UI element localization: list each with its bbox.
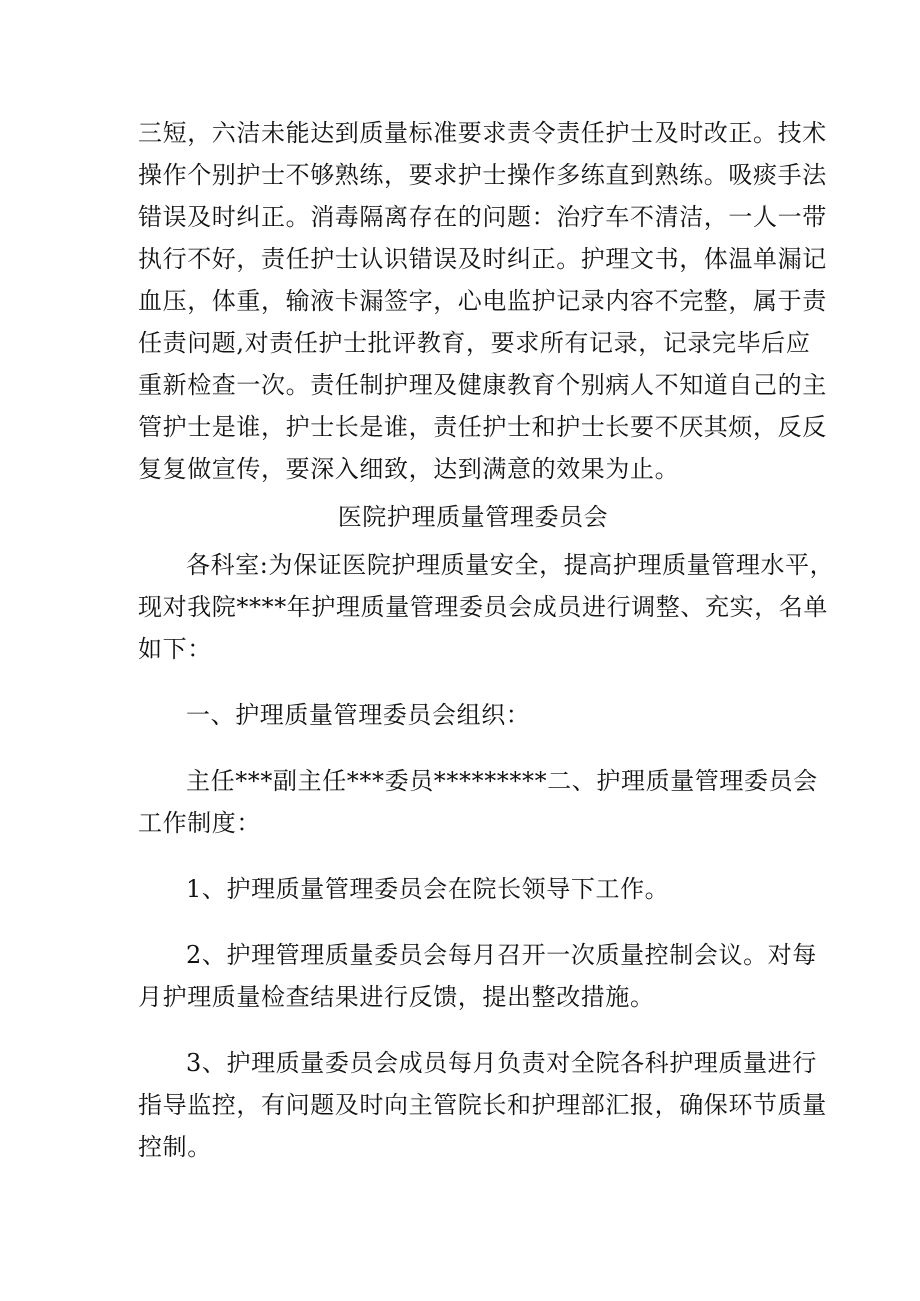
text-line: 如下： bbox=[138, 635, 212, 663]
paragraph-members bbox=[138, 760, 818, 844]
text-line: 主任***副主任***委员*********二、护理质量管理委员会 bbox=[186, 767, 818, 795]
text-line: 血压，体重，输液卡漏签字，心电监护记录内容不完整，属于责 bbox=[138, 287, 827, 315]
text-line: 管护士是谁，护士长是谁，责任护士和护士长要不厌其烦，反反 bbox=[138, 413, 827, 441]
paragraph-notice bbox=[138, 544, 835, 670]
section-title-organization: 一、护理质量管理委员会组织： bbox=[186, 701, 531, 729]
text-line: 错误及时纠正。消毒隔离存在的问题：治疗车不清洁，一人一带 bbox=[138, 203, 827, 231]
text-line: 现对我院****年护理质量管理委员会成员进行调整、充实，名单 bbox=[138, 593, 828, 621]
text-line: 重新检查一次。责任制护理及健康教育个别病人不知道自己的主 bbox=[138, 371, 827, 399]
text-line: 复复做宣传，要深入细致，达到满意的效果为止。 bbox=[138, 455, 680, 483]
list-item-1: 1、护理质量管理委员会在院长领导下工作。 bbox=[186, 875, 670, 903]
text-line: 3、护理质量委员会成员每月负责对全院各科护理质量进行 bbox=[186, 1049, 817, 1077]
paragraph-inspection-results bbox=[138, 112, 827, 490]
text-line: 执行不好，责任护士认识错误及时纠正。护理文书，体温单漏记 bbox=[138, 245, 827, 273]
text-line: 三短，六洁未能达到质量标准要求责令责任护士及时改正。技术 bbox=[138, 119, 827, 147]
text-line: 操作个别护士不够熟练，要求护士操作多练直到熟练。吸痰手法 bbox=[138, 161, 827, 189]
list-item-2 bbox=[138, 934, 817, 1018]
section-heading: 医院护理质量管理委员会 bbox=[337, 503, 609, 531]
text-line: 2、护理管理质量委员会每月召开一次质量控制会议。对每 bbox=[186, 941, 817, 969]
text-line: 月护理质量检查结果进行反馈，提出整改措施。 bbox=[138, 983, 655, 1011]
text-line: 指导监控，有问题及时向主管院长和护理部汇报，确保环节质量 bbox=[138, 1091, 827, 1119]
text-line: 各科室:为保证医院护理质量安全，提高护理质量管理水平， bbox=[186, 551, 835, 579]
document-page bbox=[138, 112, 835, 1168]
text-line: 任责问题,对责任护士批评教育，要求所有记录，记录完毕后应 bbox=[138, 329, 811, 357]
text-line: 工作制度： bbox=[138, 809, 261, 837]
text-line: 控制。 bbox=[138, 1133, 212, 1161]
list-item-3 bbox=[138, 1042, 827, 1168]
